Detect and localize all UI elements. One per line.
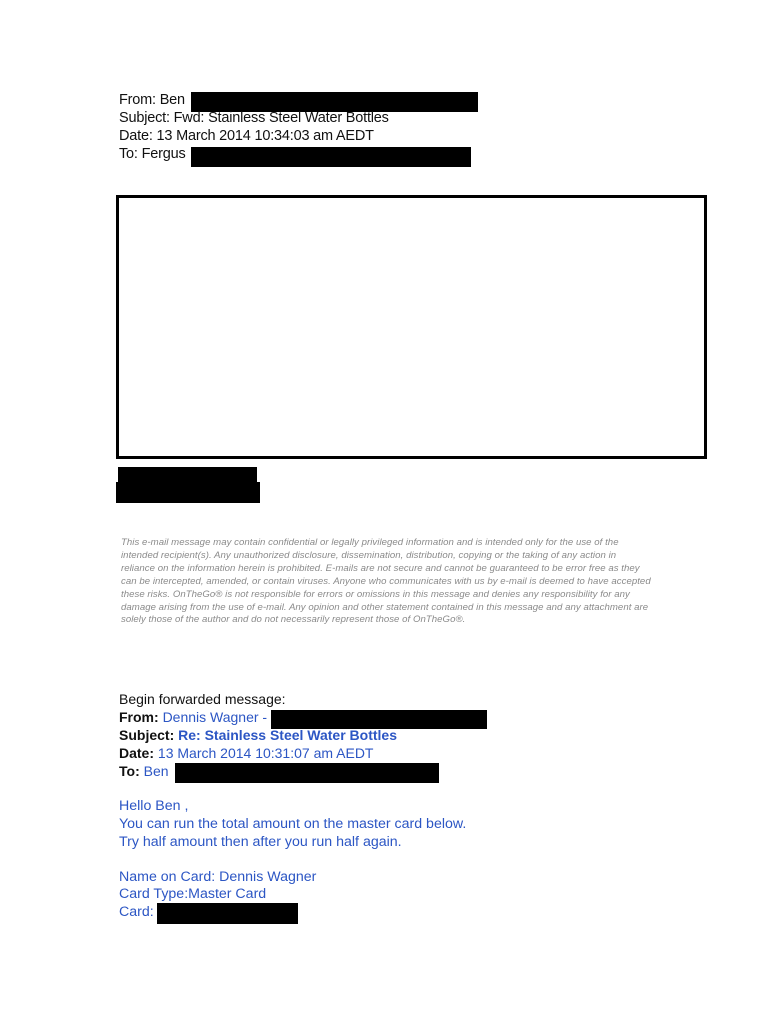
forwarded-date-label: Date: — [119, 745, 155, 761]
body-line-2: Try half amount then after you run half again. — [119, 834, 402, 850]
header-subject-label: Subject: — [119, 110, 170, 126]
header-to-label: To: — [119, 146, 138, 162]
header-subject-value: Fwd: Stainless Steel Water Bottles — [173, 110, 389, 126]
redaction-forwarded-to — [175, 763, 439, 783]
header-date-label: Date: — [119, 128, 153, 144]
header-date-line — [119, 128, 374, 146]
forwarded-date-value: 13 March 2014 10:31:07 am AEDT — [157, 745, 374, 761]
card-type-line: Card Type:Master Card — [119, 886, 267, 902]
forwarded-date-line — [119, 745, 373, 763]
forwarded-intro: Begin forwarded message: — [119, 691, 286, 707]
forwarded-subject-line — [119, 727, 397, 745]
body-line-1: You can run the total amount on the master card below. — [119, 816, 467, 832]
forwarded-to-label: To: — [119, 763, 140, 779]
redacted-content-box — [116, 195, 707, 459]
forwarded-subject-label: Subject: — [119, 727, 175, 743]
legal-disclaimer: This e-mail message may contain confidential or legally privileged information and is intended only for the use of the intended recipient(s). Any unauthorized disclosure, dissemination, distribution, copying or the taking of any action in reliance on the information herein is prohibited. E-mails are not secure and cannot be guaranteed to be error free as they can be intercepted, amended, or contain viruses. Anyone who communicates with us by e-mail is deemed to have accepted these risks. OnTheGo® is not responsible for errors or omissions in this message and denies any responsibility for any damage arising from the use of e-mail. Any opinion and other statement contained in this message and any attachment are solely those of the author and do not necessarily represent those of OnTheGo®. — [121, 537, 651, 626]
forwarded-to-line — [119, 763, 169, 781]
redaction-card-number — [157, 903, 298, 924]
forwarded-subject-value: Re: Stainless Steel Water Bottles — [178, 727, 398, 743]
forwarded-from-label: From: — [119, 709, 159, 725]
header-from-value: Ben — [159, 92, 185, 108]
header-from-label: From: — [119, 92, 156, 108]
forwarded-from-line — [119, 709, 267, 727]
header-from-line — [119, 92, 185, 110]
header-to-line — [119, 146, 186, 164]
redaction-from — [191, 92, 478, 112]
header-date-value: 13 March 2014 10:34:03 am AEDT — [156, 128, 374, 144]
forwarded-to-value: Ben — [143, 763, 169, 779]
card-number-label: Card: — [119, 904, 154, 920]
header-to-value: Fergus — [141, 146, 186, 162]
redaction-to — [191, 147, 471, 167]
header-subject-line — [119, 110, 389, 128]
card-name-line: Name on Card: Dennis Wagner — [119, 869, 317, 885]
forwarded-from-value: Dennis Wagner - — [162, 709, 268, 725]
body-greeting: Hello Ben , — [119, 798, 189, 814]
redaction-signature-2 — [116, 482, 260, 503]
